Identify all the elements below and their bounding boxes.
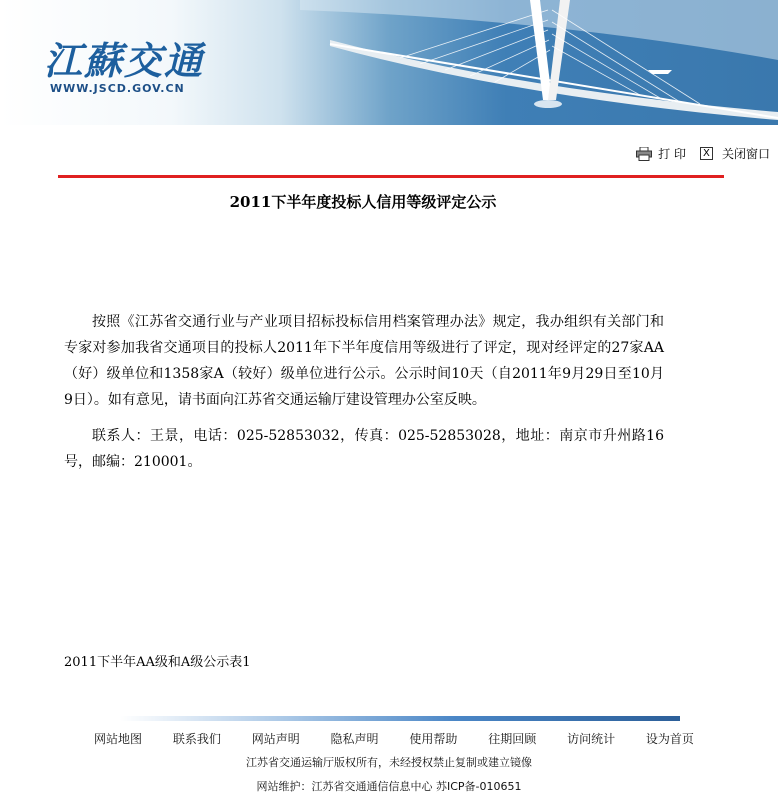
page-toolbar xyxy=(636,145,770,162)
site-logo: 江蘇交通 xyxy=(44,38,205,83)
footer-nav xyxy=(94,730,694,747)
footer-divider xyxy=(120,716,680,721)
close-icon: X xyxy=(700,147,713,160)
article-body xyxy=(64,309,664,485)
attachment-link[interactable]: 2011下半年AA级和A级公示表1 xyxy=(64,655,251,670)
page-title: 2011下半年度投标人信用等级评定公示 xyxy=(229,193,497,211)
footer-link-privacy[interactable]: 隐私声明 xyxy=(330,732,379,746)
footer-maintenance: 网站维护：江苏省交通通信信息中心 苏ICP备-010651 xyxy=(256,780,522,793)
printer-icon xyxy=(636,147,652,161)
footer-link-stats[interactable]: 访问统计 xyxy=(567,732,616,746)
title-divider xyxy=(58,175,724,178)
footer-link-statement[interactable]: 网站声明 xyxy=(251,732,300,746)
site-url: WWW.JSCD.GOV.CN xyxy=(50,82,185,95)
footer-link-contact[interactable]: 联系我们 xyxy=(172,732,221,746)
footer-link-sitemap[interactable]: 网站地图 xyxy=(94,732,143,746)
footer-copyright: 江苏省交通运输厅版权所有，未经授权禁止复制或建立镜像 xyxy=(246,756,532,769)
close-window-button[interactable] xyxy=(700,145,770,162)
print-button[interactable] xyxy=(636,145,686,162)
print-label: 打 印 xyxy=(658,147,686,161)
footer-link-homepage[interactable]: 设为首页 xyxy=(645,732,694,746)
contact-paragraph: 联系人：王景，电话：025-52853032，传真：025-52853028，地址：南京市升州路16号，邮编：210001。 xyxy=(64,428,664,470)
article-paragraph: 按照《江苏省交通行业与产业项目招标投标信用档案管理办法》规定，我办组织有关部门和专家对参加我省交通项目的投标人2011年下半年度信用等级进行了评定，现对经评定的27家AA（好）级单位和1358家A（较好）级单位进行公示。公示时间10天（自2011年9月29日至10月9日）。如有意见，请书面向江苏省交通运输厅建设管理办公室反映。 xyxy=(64,314,664,408)
footer-link-archive[interactable]: 往期回顾 xyxy=(488,732,537,746)
close-window-label: 关闭窗口 xyxy=(721,147,770,161)
header-banner xyxy=(0,0,778,125)
footer-link-help[interactable]: 使用帮助 xyxy=(409,732,458,746)
